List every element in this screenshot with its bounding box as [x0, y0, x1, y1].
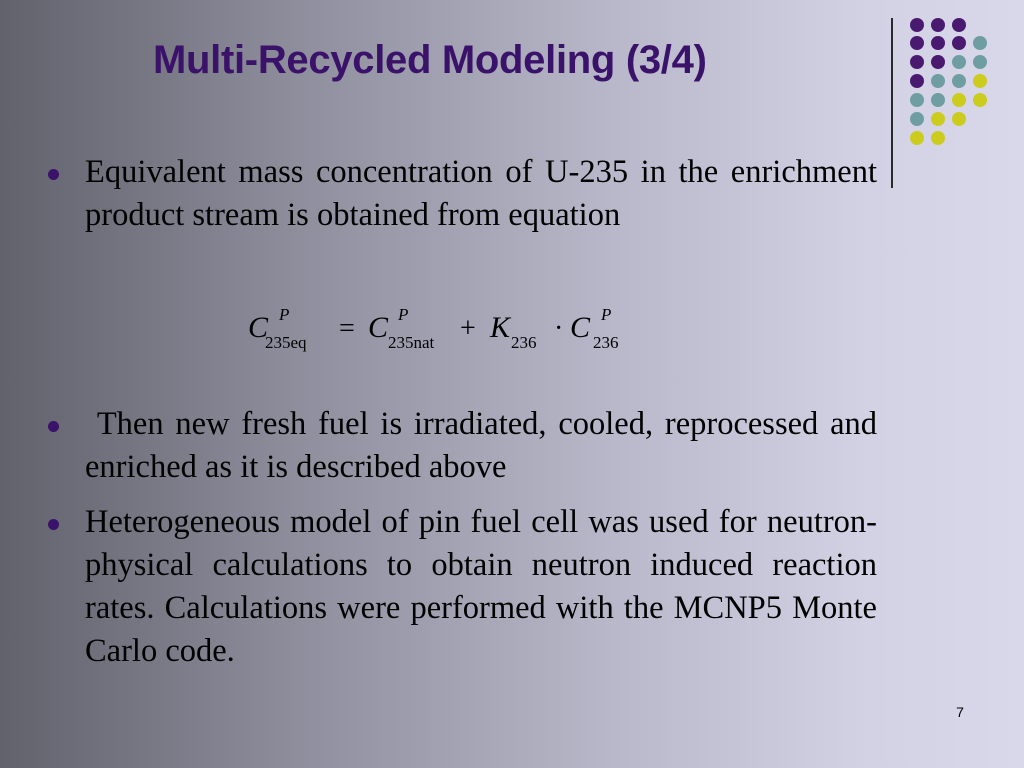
dot	[910, 55, 924, 69]
eq-sub-236: 236	[593, 333, 619, 352]
eq-sup-p: P	[279, 306, 290, 324]
dot	[910, 112, 924, 126]
eq-symbol-c: C	[368, 311, 389, 344]
eq-dot: ·	[554, 313, 564, 344]
bullet-dot-icon	[48, 169, 59, 180]
eq-sub-235nat: 235nat	[388, 333, 435, 352]
dot	[952, 55, 966, 69]
dot	[910, 18, 924, 32]
bullet-item	[85, 403, 886, 489]
dot	[931, 36, 945, 50]
dot	[931, 93, 945, 107]
page-number: 7	[956, 704, 964, 720]
dot	[931, 131, 945, 145]
bullet-item	[85, 501, 877, 673]
dot	[931, 18, 945, 32]
eq-sub-236: 236	[511, 333, 537, 352]
eq-sub-235eq: 235eq	[265, 333, 307, 352]
dot	[910, 93, 924, 107]
dot	[952, 112, 966, 126]
dot	[931, 55, 945, 69]
dot	[931, 74, 945, 88]
eq-sup-p: P	[398, 306, 409, 324]
dot	[910, 74, 924, 88]
dot	[910, 131, 924, 145]
eq-symbol-c: C	[570, 311, 591, 344]
dot	[952, 74, 966, 88]
eq-plus: +	[460, 313, 476, 344]
bullet-dot-icon	[48, 519, 59, 530]
dot	[910, 36, 924, 50]
dot	[952, 18, 966, 32]
divider-line	[891, 18, 893, 188]
eq-equals: =	[339, 313, 355, 344]
eq-symbol-c: C	[248, 311, 269, 344]
bullet-text: Heterogeneous model of pin fuel cell was used for neutron-physical calculations to obtain neutron induced reaction rates. Calculations were performed with the MCNP5 Monte Carlo code.	[85, 504, 877, 669]
equation	[248, 306, 648, 356]
decorative-dot-grid	[906, 10, 1016, 150]
dot	[952, 93, 966, 107]
eq-symbol-k: K	[490, 311, 511, 344]
eq-sup-p: P	[601, 306, 612, 324]
dot	[952, 36, 966, 50]
dot	[973, 74, 987, 88]
dot	[973, 36, 987, 50]
bullet-text: Equivalent mass concentration of U-235 in the enrichment product stream is obtained from equation	[85, 154, 877, 233]
bullet-dot-icon	[48, 421, 59, 432]
dot	[973, 55, 987, 69]
slide-title: Multi-Recycled Modeling (3/4)	[153, 38, 707, 82]
dot	[931, 112, 945, 126]
bullet-text: Then new fresh fuel is irradiated, cooled, reprocessed and enriched as it is described above	[85, 406, 886, 485]
bullet-item	[85, 151, 877, 237]
dot	[973, 93, 987, 107]
